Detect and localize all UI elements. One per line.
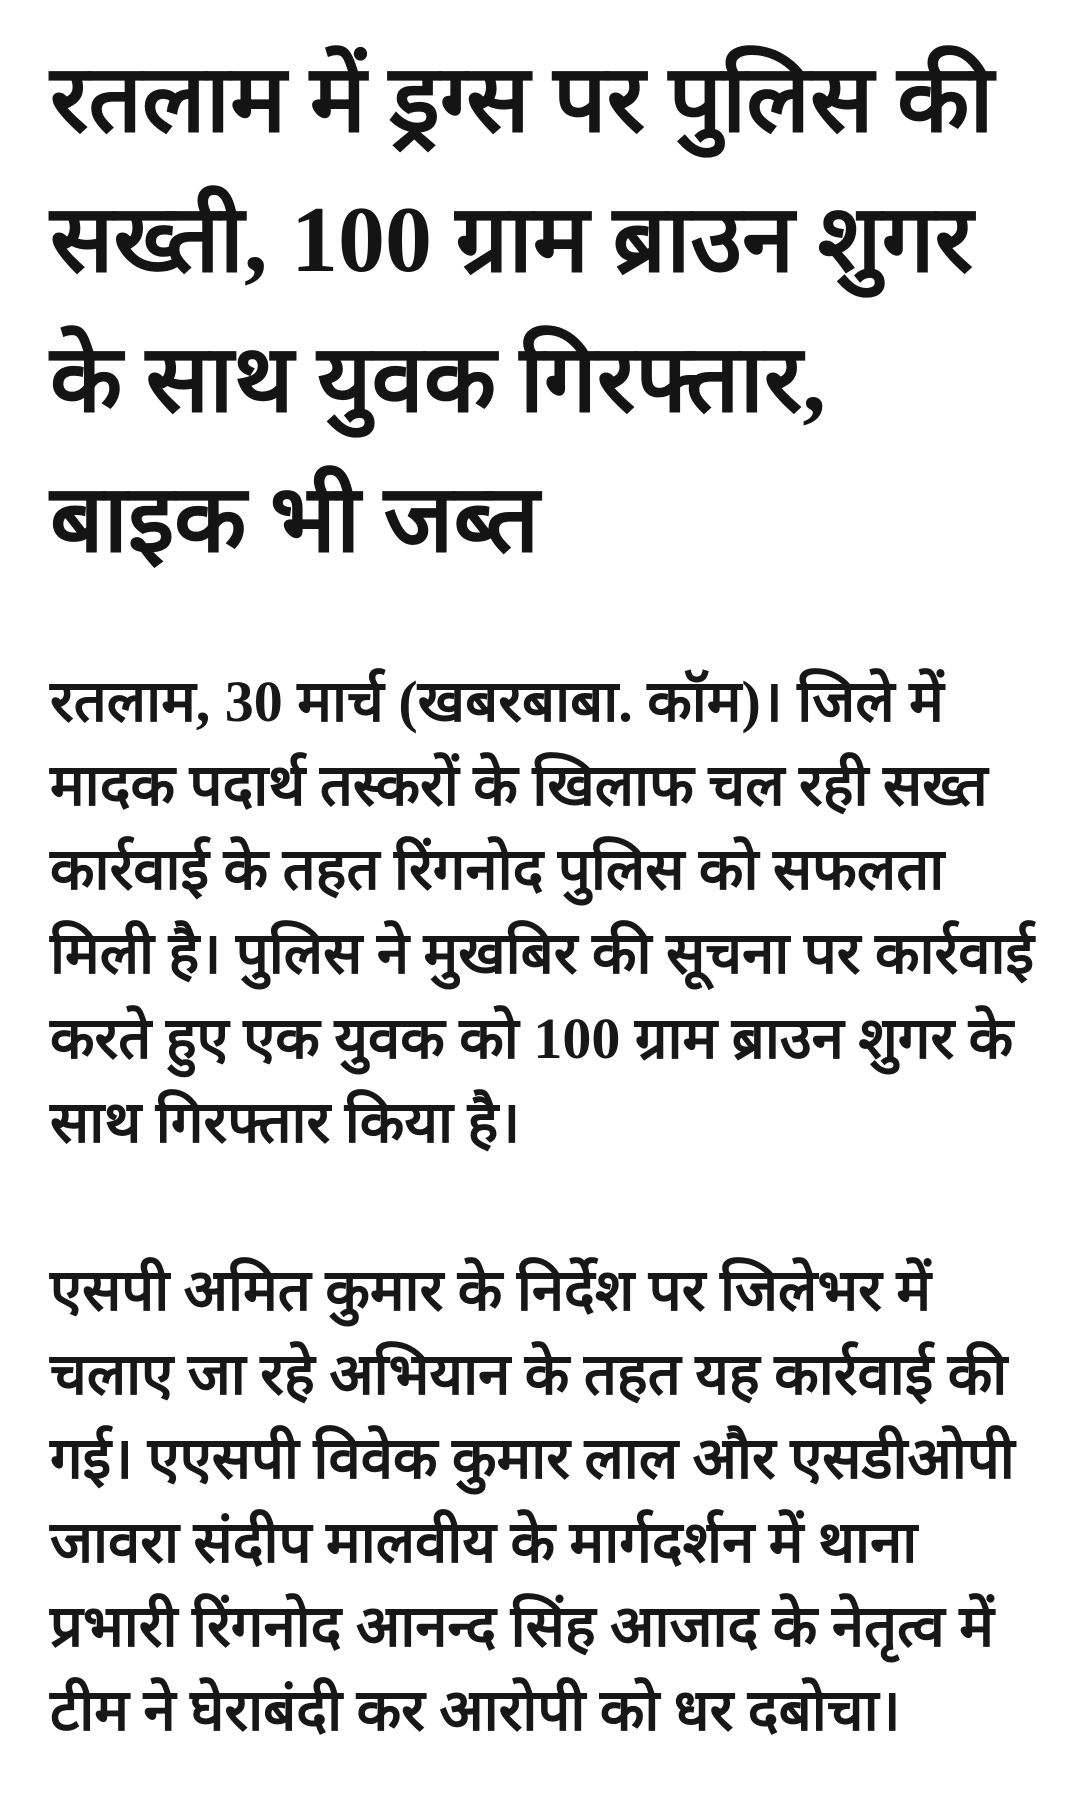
article-headline: रतलाम में ड्रग्स पर पुलिस की सख्ती, 100 ग्राम ब्राउन शुगर के साथ युवक गिरफ्तार, बाइक भी जब्त <box>50 48 994 573</box>
article-paragraph-2: एसपी अमित कुमार के निर्देश पर जिलेभर में चलाए जा रहे अभियान के तहत यह कार्रवाई की गई। एएसपी विवेक कुमार लाल और एसडीओपी जावरा संदीप मालवीय के मार्गदर्शन में थाना प्रभारी रिंगनोद आनन्द सिंह आजाद के नेतृत्व में टीम ने घेराबंदी कर आरोपी को धर दबोचा। <box>50 1257 1015 1744</box>
article-paragraph-1: रतलाम, 30 मार्च (खबरबाबा. कॉम)। जिले में मादक पदार्थ तस्करों के खिलाफ चल रही सख्त कार्रवाई के तहत रिंगनोद पुलिस को सफलता मिली है। पुलिस ने मुखबिर की सूचना पर कार्रवाई करते हुए एक युवक को 100 ग्राम ब्राउन शुगर के साथ गिरफ्तार किया है। <box>50 669 1035 1155</box>
